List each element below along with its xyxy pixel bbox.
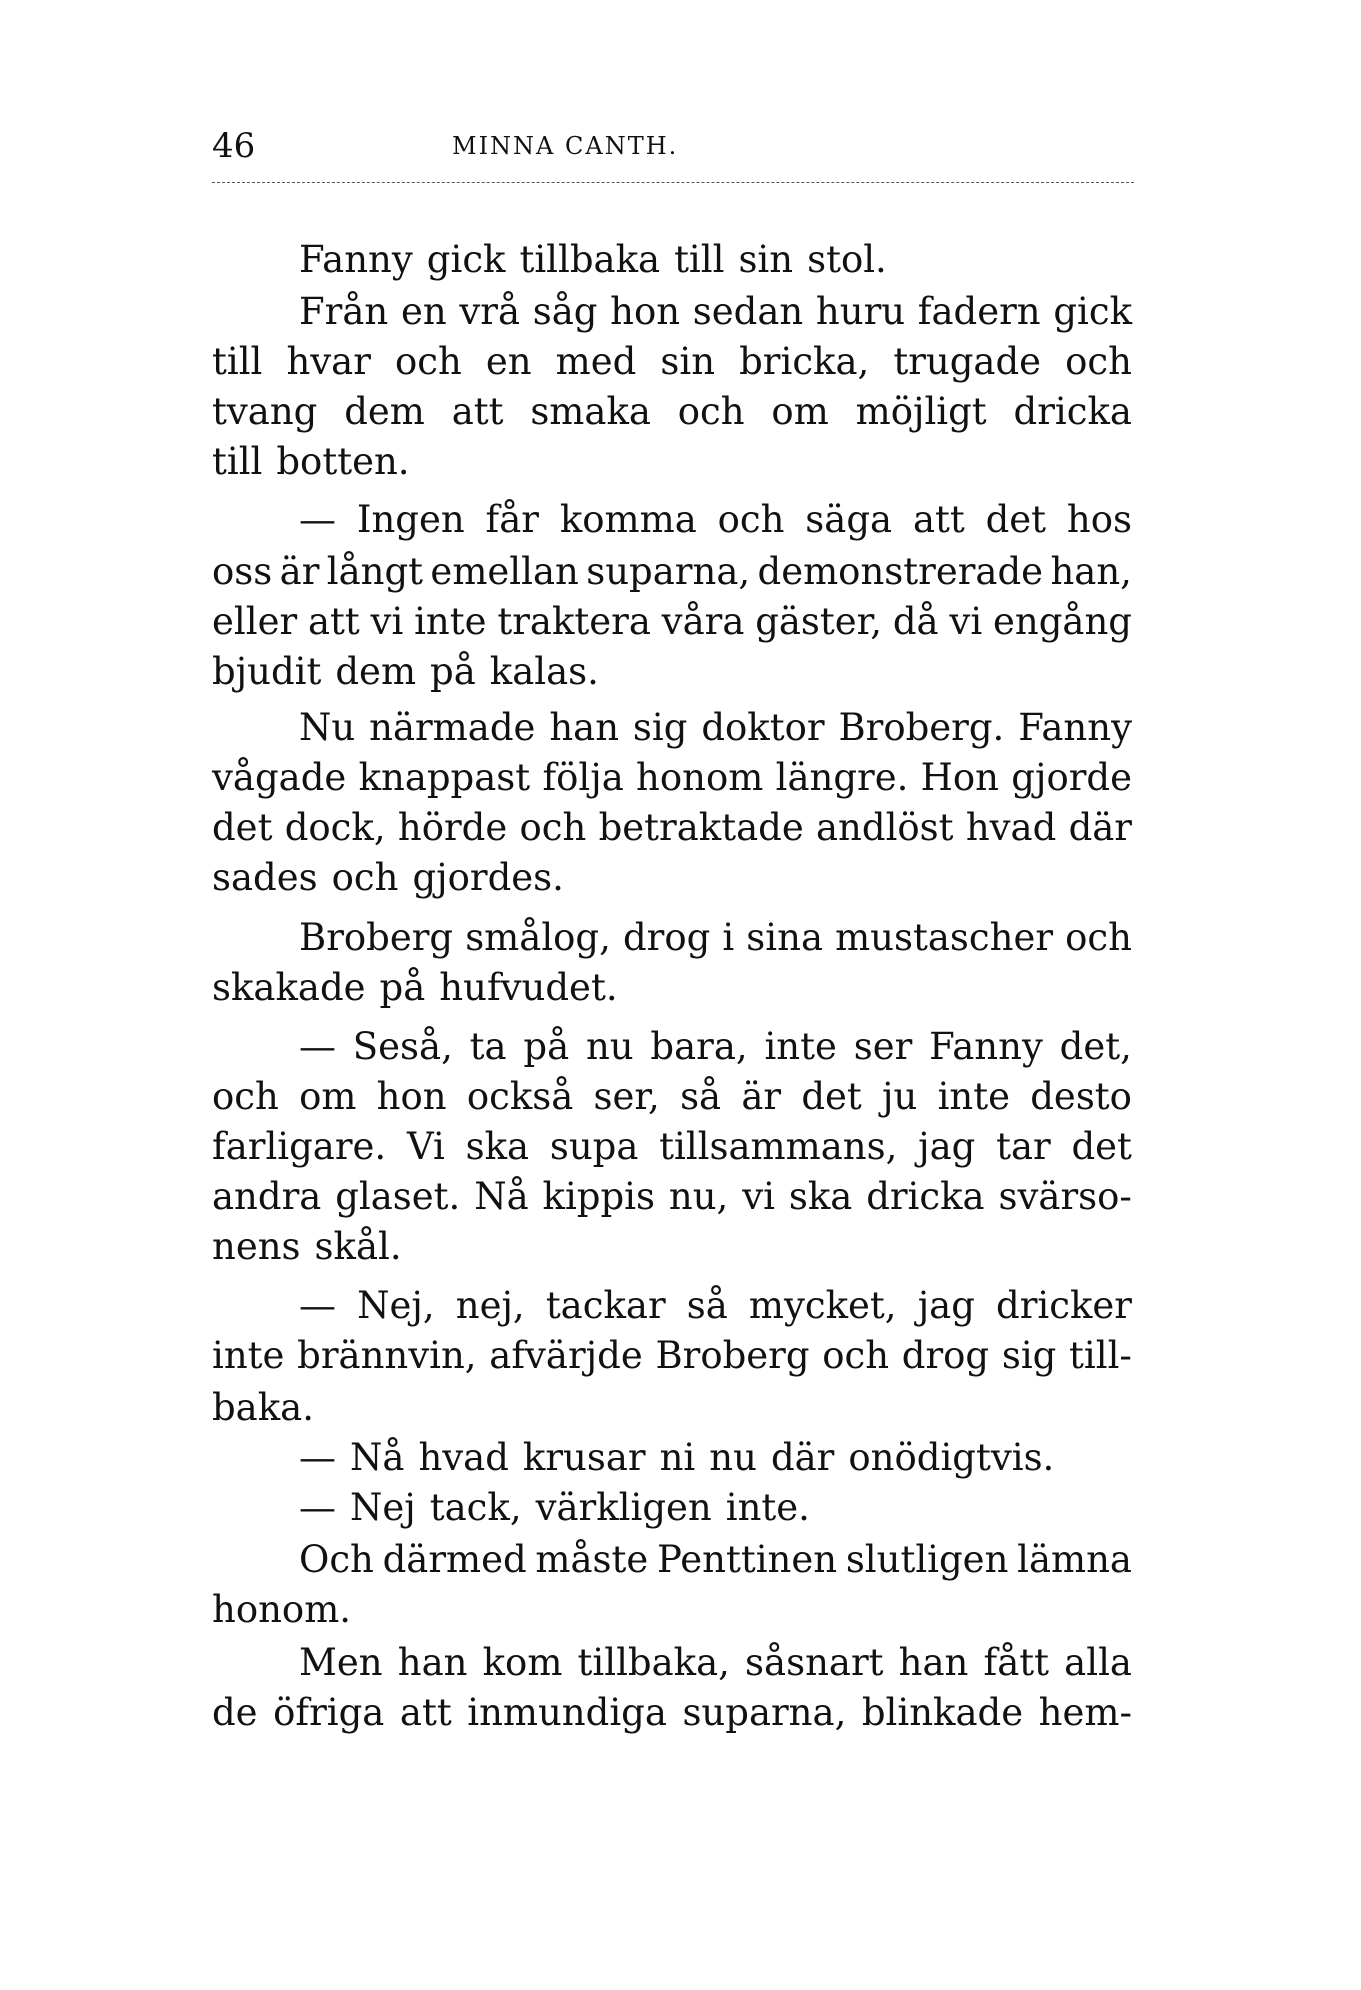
text-line	[299, 240, 1132, 280]
word: tillbaka,	[577, 1641, 730, 1684]
word: dricka	[1013, 390, 1132, 433]
word: bjudit	[212, 650, 322, 693]
word: och	[1065, 340, 1132, 383]
word: sig	[1001, 1334, 1057, 1377]
word: det	[1071, 1125, 1132, 1168]
word: såsnart	[745, 1641, 884, 1684]
text-line	[299, 500, 1132, 540]
text-line	[299, 1540, 1132, 1580]
word: mustascher	[835, 916, 1054, 959]
word: öfriga	[273, 1691, 385, 1734]
word: inte	[937, 1075, 1010, 1118]
word: Fanny	[299, 238, 413, 281]
text-line	[212, 552, 1132, 592]
word: hörde	[397, 806, 508, 849]
word: till	[674, 238, 725, 281]
word: inte	[414, 600, 487, 643]
word: säga	[805, 498, 893, 541]
word: Broberg.	[838, 706, 1005, 749]
text-line	[299, 708, 1132, 748]
text-line	[299, 1488, 1132, 1528]
word: till	[212, 340, 263, 383]
word: botten.	[276, 440, 410, 483]
word: fadern	[917, 290, 1041, 333]
word: han	[397, 1641, 468, 1684]
word: smaka	[530, 390, 651, 433]
word: möjligt	[855, 390, 987, 433]
word: ju	[882, 1075, 918, 1118]
word: Ingen	[356, 498, 465, 541]
word: tack,	[429, 1486, 522, 1529]
word: gjordes.	[412, 856, 564, 899]
word: kalas.	[489, 650, 599, 693]
word: skål.	[314, 1225, 402, 1268]
word: är	[279, 550, 320, 593]
word: gick	[1053, 290, 1132, 333]
word: glaset.	[335, 1175, 461, 1218]
word: honom.	[212, 1588, 352, 1631]
text-line	[299, 918, 1132, 958]
word: emellan	[430, 550, 579, 593]
word: Fanny	[929, 1025, 1043, 1068]
word: dem	[344, 390, 425, 433]
word: Och	[299, 1538, 374, 1581]
word: drog	[901, 1334, 990, 1377]
word: Från	[299, 290, 389, 333]
word: Men	[299, 1641, 383, 1684]
word: Nej	[350, 1486, 416, 1529]
word: blinkade	[861, 1691, 1024, 1734]
word: doktor	[701, 706, 825, 749]
word: får	[485, 498, 539, 541]
word: krusar	[522, 1436, 646, 1479]
text-line	[212, 392, 1132, 432]
word: vrå	[459, 290, 521, 333]
word: oss	[212, 550, 273, 593]
word: sin	[738, 238, 794, 281]
word: och	[717, 498, 785, 541]
word: Fanny	[1018, 706, 1132, 749]
word: hvad	[418, 1436, 509, 1479]
word: nu	[709, 1436, 757, 1479]
word: —	[299, 1284, 336, 1327]
word: dem	[335, 650, 417, 693]
text-line	[212, 808, 1132, 848]
word: gäster,	[755, 600, 883, 643]
word: en	[485, 340, 532, 383]
word: tvang	[212, 390, 318, 433]
word: hos	[1066, 498, 1132, 541]
word: engång	[992, 600, 1132, 643]
word: till	[212, 440, 263, 483]
word: hon	[376, 1075, 447, 1118]
word: att	[912, 498, 965, 541]
word: han,	[1050, 550, 1132, 593]
word: han	[549, 706, 620, 749]
word: där	[770, 1436, 835, 1479]
word: hvad	[965, 806, 1057, 849]
word: hem-	[1038, 1691, 1132, 1734]
word: suparna,	[682, 1691, 847, 1734]
text-line	[212, 1590, 1132, 1630]
word: komma	[559, 498, 697, 541]
word: där	[1068, 806, 1132, 849]
text-line	[212, 1077, 1132, 1117]
word: dricker	[996, 1284, 1132, 1327]
word: farligare.	[212, 1125, 387, 1168]
word: vi	[742, 1175, 775, 1218]
word: inte.	[725, 1486, 810, 1529]
word: lämna	[1017, 1538, 1132, 1581]
running-title: MINNA CANTH.	[452, 132, 679, 160]
text-line	[212, 1127, 1132, 1167]
word: nej,	[455, 1284, 525, 1327]
word: vågade	[212, 756, 347, 799]
word: de	[212, 1691, 258, 1734]
word: och	[331, 856, 399, 899]
word: svärso-	[998, 1175, 1132, 1218]
word: Vi	[406, 1125, 445, 1168]
word: trugade	[893, 340, 1042, 383]
word: med	[555, 340, 637, 383]
word: —	[299, 1436, 336, 1479]
word: om	[299, 1075, 357, 1118]
word: —	[299, 498, 336, 541]
word: så	[686, 1284, 728, 1327]
word: brännvin,	[297, 1334, 477, 1377]
word: ser	[853, 1025, 913, 1068]
word: och	[519, 806, 587, 849]
text-line	[299, 1643, 1132, 1683]
word: tar	[996, 1125, 1051, 1168]
word: sig	[632, 706, 688, 749]
word: såg	[532, 290, 598, 333]
word: till-	[1069, 1334, 1132, 1377]
text-line	[212, 1227, 1132, 1267]
word: baka.	[212, 1386, 314, 1429]
word: längre.	[775, 756, 909, 799]
text-line	[212, 1388, 1132, 1428]
word: kippis	[542, 1175, 655, 1218]
word: skakade	[212, 966, 366, 1009]
word: inte	[212, 1334, 285, 1377]
word: och	[212, 1075, 279, 1118]
word: supa	[549, 1125, 639, 1168]
word: det	[985, 498, 1047, 541]
word: bricka,	[739, 340, 870, 383]
word: Broberg	[299, 916, 454, 959]
word: i	[722, 916, 735, 959]
header-rule	[212, 182, 1134, 183]
word: nens	[212, 1225, 301, 1268]
word: Penttinen	[657, 1538, 838, 1581]
word: —	[299, 1486, 336, 1529]
word: huru	[815, 290, 906, 333]
word: att	[307, 600, 360, 643]
word: suparna,	[586, 550, 751, 593]
word: mycket,	[748, 1284, 897, 1327]
word: afvärjde	[489, 1334, 643, 1377]
word: ska	[465, 1125, 530, 1168]
word: alla	[1064, 1641, 1132, 1684]
word: —	[299, 1025, 336, 1068]
word: sina	[746, 916, 824, 959]
word: att	[451, 390, 504, 433]
text-line	[212, 1177, 1132, 1217]
word: tillbaka	[519, 238, 661, 281]
word: betraktade	[598, 806, 804, 849]
word: ser,	[593, 1075, 660, 1118]
word: gick	[426, 238, 506, 281]
word: Broberg	[655, 1334, 810, 1377]
word: dricka	[866, 1175, 985, 1218]
word: hufvudet.	[439, 966, 618, 1009]
word: och	[822, 1334, 890, 1377]
word: ni	[659, 1436, 696, 1479]
word: på	[523, 1025, 570, 1068]
word: nu	[585, 1025, 634, 1068]
word: bara,	[650, 1025, 748, 1068]
text-line	[212, 442, 1132, 482]
text-line	[299, 1438, 1132, 1478]
word: ta	[469, 1025, 507, 1068]
text-line	[212, 1336, 1132, 1376]
word: fått	[983, 1641, 1050, 1684]
word: inte	[764, 1025, 837, 1068]
text-line	[299, 1027, 1132, 1067]
word: eller	[212, 600, 298, 643]
word: kom	[482, 1641, 563, 1684]
word: på	[430, 650, 476, 693]
word: också	[466, 1075, 574, 1118]
word: tillsammans,	[659, 1125, 898, 1168]
word: en	[400, 290, 447, 333]
word: drog	[622, 916, 711, 959]
word: på	[379, 966, 426, 1009]
word: att	[399, 1691, 452, 1734]
word: följa	[542, 756, 624, 799]
word: hvar	[286, 340, 371, 383]
text-line	[212, 652, 1132, 692]
word: är	[741, 1075, 782, 1118]
word: därmed	[382, 1538, 527, 1581]
word: det	[212, 806, 273, 849]
text-line	[212, 602, 1132, 642]
word: andlöst	[816, 806, 954, 849]
word: vi	[370, 600, 404, 643]
text-line	[212, 968, 1132, 1008]
text-line	[212, 858, 1132, 898]
word: och	[1065, 916, 1132, 959]
word: Nå	[350, 1436, 405, 1479]
text-line	[212, 1693, 1132, 1733]
word: ska	[788, 1175, 853, 1218]
word: honom	[636, 756, 764, 799]
word: om	[771, 390, 829, 433]
word: måste	[535, 1538, 649, 1581]
word: han	[898, 1641, 969, 1684]
word: inmundiga	[467, 1691, 667, 1734]
word: Seså,	[352, 1025, 453, 1068]
word: och	[677, 390, 745, 433]
word: och	[394, 340, 462, 383]
page-number: 46	[212, 126, 256, 166]
word: hon	[610, 290, 681, 333]
word: sin	[660, 340, 716, 383]
word: jag	[918, 1125, 976, 1168]
word: Hon	[920, 756, 1000, 799]
word: Nu	[299, 706, 356, 749]
word: demonstrerade	[757, 550, 1044, 593]
word: onödigtvis.	[848, 1436, 1055, 1479]
word: då	[892, 600, 939, 643]
word: så	[680, 1075, 722, 1118]
word: tackar	[545, 1284, 666, 1327]
text-line	[299, 292, 1132, 332]
word: det,	[1059, 1025, 1132, 1068]
word: jag	[917, 1284, 975, 1327]
word: stol.	[807, 238, 887, 281]
word: nu,	[668, 1175, 729, 1218]
word: dock,	[284, 806, 386, 849]
word: Nå	[474, 1175, 529, 1218]
word: sades	[212, 856, 318, 899]
word: närmade	[369, 706, 536, 749]
word: desto	[1030, 1075, 1132, 1118]
word: det	[801, 1075, 862, 1118]
word: knappast	[358, 756, 531, 799]
word: värkligen	[535, 1486, 712, 1529]
word: smålog,	[465, 916, 611, 959]
word: våra	[661, 600, 745, 643]
word: gjorde	[1011, 756, 1132, 799]
word: andra	[212, 1175, 322, 1218]
word: Nej,	[357, 1284, 435, 1327]
word: slutligen	[845, 1538, 1009, 1581]
text-line	[299, 1286, 1132, 1326]
word: långt	[326, 550, 424, 593]
text-line	[212, 342, 1132, 382]
text-line	[212, 758, 1132, 798]
word: sedan	[692, 290, 804, 333]
word: vi	[949, 600, 983, 643]
word: traktera	[497, 600, 651, 643]
